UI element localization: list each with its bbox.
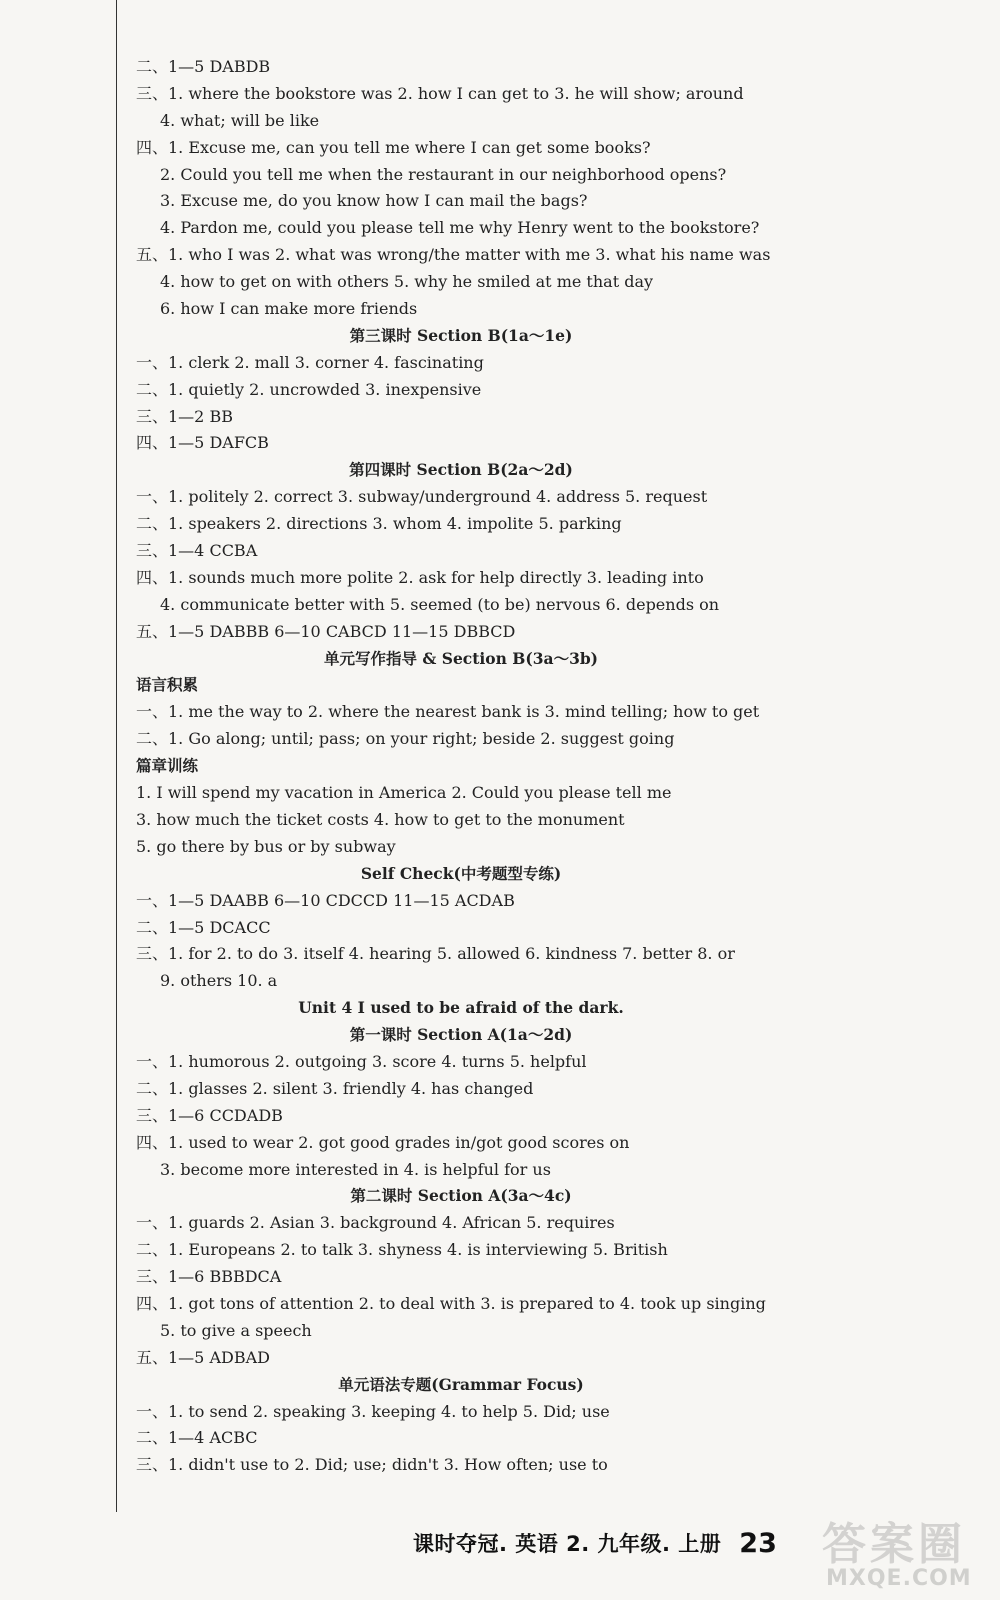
answer-line: 三、1—2 BB <box>136 406 233 426</box>
answer-line: 9. others 10. a <box>160 971 278 991</box>
answer-line: 4. how to get on with others 5. why he smiled at me that day <box>160 272 654 292</box>
answer-line: 一、1. me the way to 2. where the nearest bank is 3. mind telling; how to get <box>136 702 760 722</box>
sub-heading: 语言积累 <box>136 675 199 695</box>
answer-line: 二、1—5 DABDB <box>136 57 271 76</box>
answer-line: 4. what; will be like <box>160 110 320 130</box>
answer-line: 五、1. who I was 2. what was wrong/the matter with me 3. what his name was <box>136 245 771 265</box>
answer-line: 三、1—4 CCBA <box>136 541 258 561</box>
answer-line: 一、1. humorous 2. outgoing 3. score 4. turns 5. helpful <box>136 1051 587 1071</box>
answer-line: 五、1—5 ADBAD <box>136 1347 270 1367</box>
answer-line: 三、1. didn't use to 2. Did; use; didn't 3. How often; use to <box>136 1455 608 1475</box>
answer-line: 二、1. Go along; until; pass; on your right; beside 2. suggest going <box>136 729 675 749</box>
answer-line: 四、1—5 DAFCB <box>136 433 269 453</box>
answer-line: 三、1—6 CCDADB <box>136 1105 283 1125</box>
sub-heading: 篇章训练 <box>136 756 199 776</box>
answer-line: 3. how much the ticket costs 4. how to get to the monument <box>136 809 625 829</box>
section-heading: Unit 4 I used to be afraid of the dark. <box>298 998 624 1018</box>
section-heading: 第四课时 Section B(2a～2d) <box>349 460 573 480</box>
answer-line: 3. Excuse me, do you know how I can mail the bags? <box>160 191 588 211</box>
answer-line: 二、1. Europeans 2. to talk 3. shyness 4. is interviewing 5. British <box>136 1240 668 1260</box>
answer-line: 二、1—4 ACBC <box>136 1428 258 1448</box>
answer-line: 四、1. Excuse me, can you tell me where I can get some books? <box>136 137 651 157</box>
answer-line: 二、1. speakers 2. directions 3. whom 4. impolite 5. parking <box>136 514 622 534</box>
answer-line: 三、1. where the bookstore was 2. how I can get to 3. he will show; around <box>136 83 744 103</box>
answer-line: 二、1—5 DCACC <box>136 917 271 937</box>
section-heading: 单元写作指导 & Section B(3a～3b) <box>323 648 599 668</box>
answer-line: 一、1. to send 2. speaking 3. keeping 4. to help 5. Did; use <box>136 1401 610 1421</box>
answer-line: 一、1. politely 2. correct 3. subway/underground 4. address 5. request <box>136 487 708 507</box>
watermark-site: MXQE.COM <box>826 1566 972 1591</box>
answer-line: 三、1—6 BBBDCA <box>136 1267 282 1287</box>
answer-line: 1. I will spend my vacation in America 2. Could you please tell me <box>136 783 672 803</box>
section-heading: Self Check(中考题型专练) <box>360 863 562 883</box>
answer-line: 6. how I can make more friends <box>160 299 418 319</box>
watermark-logo: 答案圈 <box>822 1519 966 1570</box>
answer-line: 三、1. for 2. to do 3. itself 4. hearing 5. allowed 6. kindness 7. better 8. or <box>136 944 735 964</box>
answer-line: 4. communicate better with 5. seemed (to be) nervous 6. depends on <box>160 594 720 614</box>
answer-line: 4. Pardon me, could you please tell me why Henry went to the bookstore? <box>160 218 760 238</box>
page-footer <box>413 1520 777 1566</box>
answer-line: 四、1. sounds much more polite 2. ask for help directly 3. leading into <box>136 567 704 587</box>
section-heading: 第三课时 Section B(1a～1e) <box>349 325 573 345</box>
answer-line: 四、1. got tons of attention 2. to deal with 3. is prepared to 4. took up singing <box>136 1293 766 1313</box>
answer-line: 一、1—5 DAABB 6—10 CDCCD 11—15 ACDAB <box>136 890 515 910</box>
answer-line: 二、1. quietly 2. uncrowded 3. inexpensive <box>136 379 482 399</box>
answer-line: 一、1. clerk 2. mall 3. corner 4. fascinating <box>136 352 484 372</box>
answer-line: 5. go there by bus or by subway <box>136 836 396 856</box>
answer-line: 二、1. glasses 2. silent 3. friendly 4. has changed <box>136 1078 534 1098</box>
answer-line: 五、1—5 DABBB 6—10 CABCD 11—15 DBBCD <box>136 621 516 641</box>
answer-line: 2. Could you tell me when the restaurant in our neighborhood opens? <box>160 164 727 184</box>
section-heading: 第一课时 Section A(1a～2d) <box>349 1025 573 1045</box>
answer-line: 5. to give a speech <box>160 1320 312 1340</box>
book-title: 课时夺冠. 英语 2. 九年级. 上册 <box>413 1532 722 1556</box>
answer-content <box>136 54 786 1479</box>
answer-line: 四、1. used to wear 2. got good grades in/got good scores on <box>136 1132 630 1152</box>
section-heading: 第二课时 Section A(3a～4c) <box>350 1186 572 1206</box>
answer-line: 3. become more interested in 4. is helpful for us <box>160 1159 551 1179</box>
page-number: 23 <box>739 1527 777 1559</box>
margin-rule <box>116 0 117 1512</box>
section-heading: 单元语法专题(Grammar Focus) <box>338 1374 584 1394</box>
answer-line: 一、1. guards 2. Asian 3. background 4. African 5. requires <box>136 1213 615 1233</box>
